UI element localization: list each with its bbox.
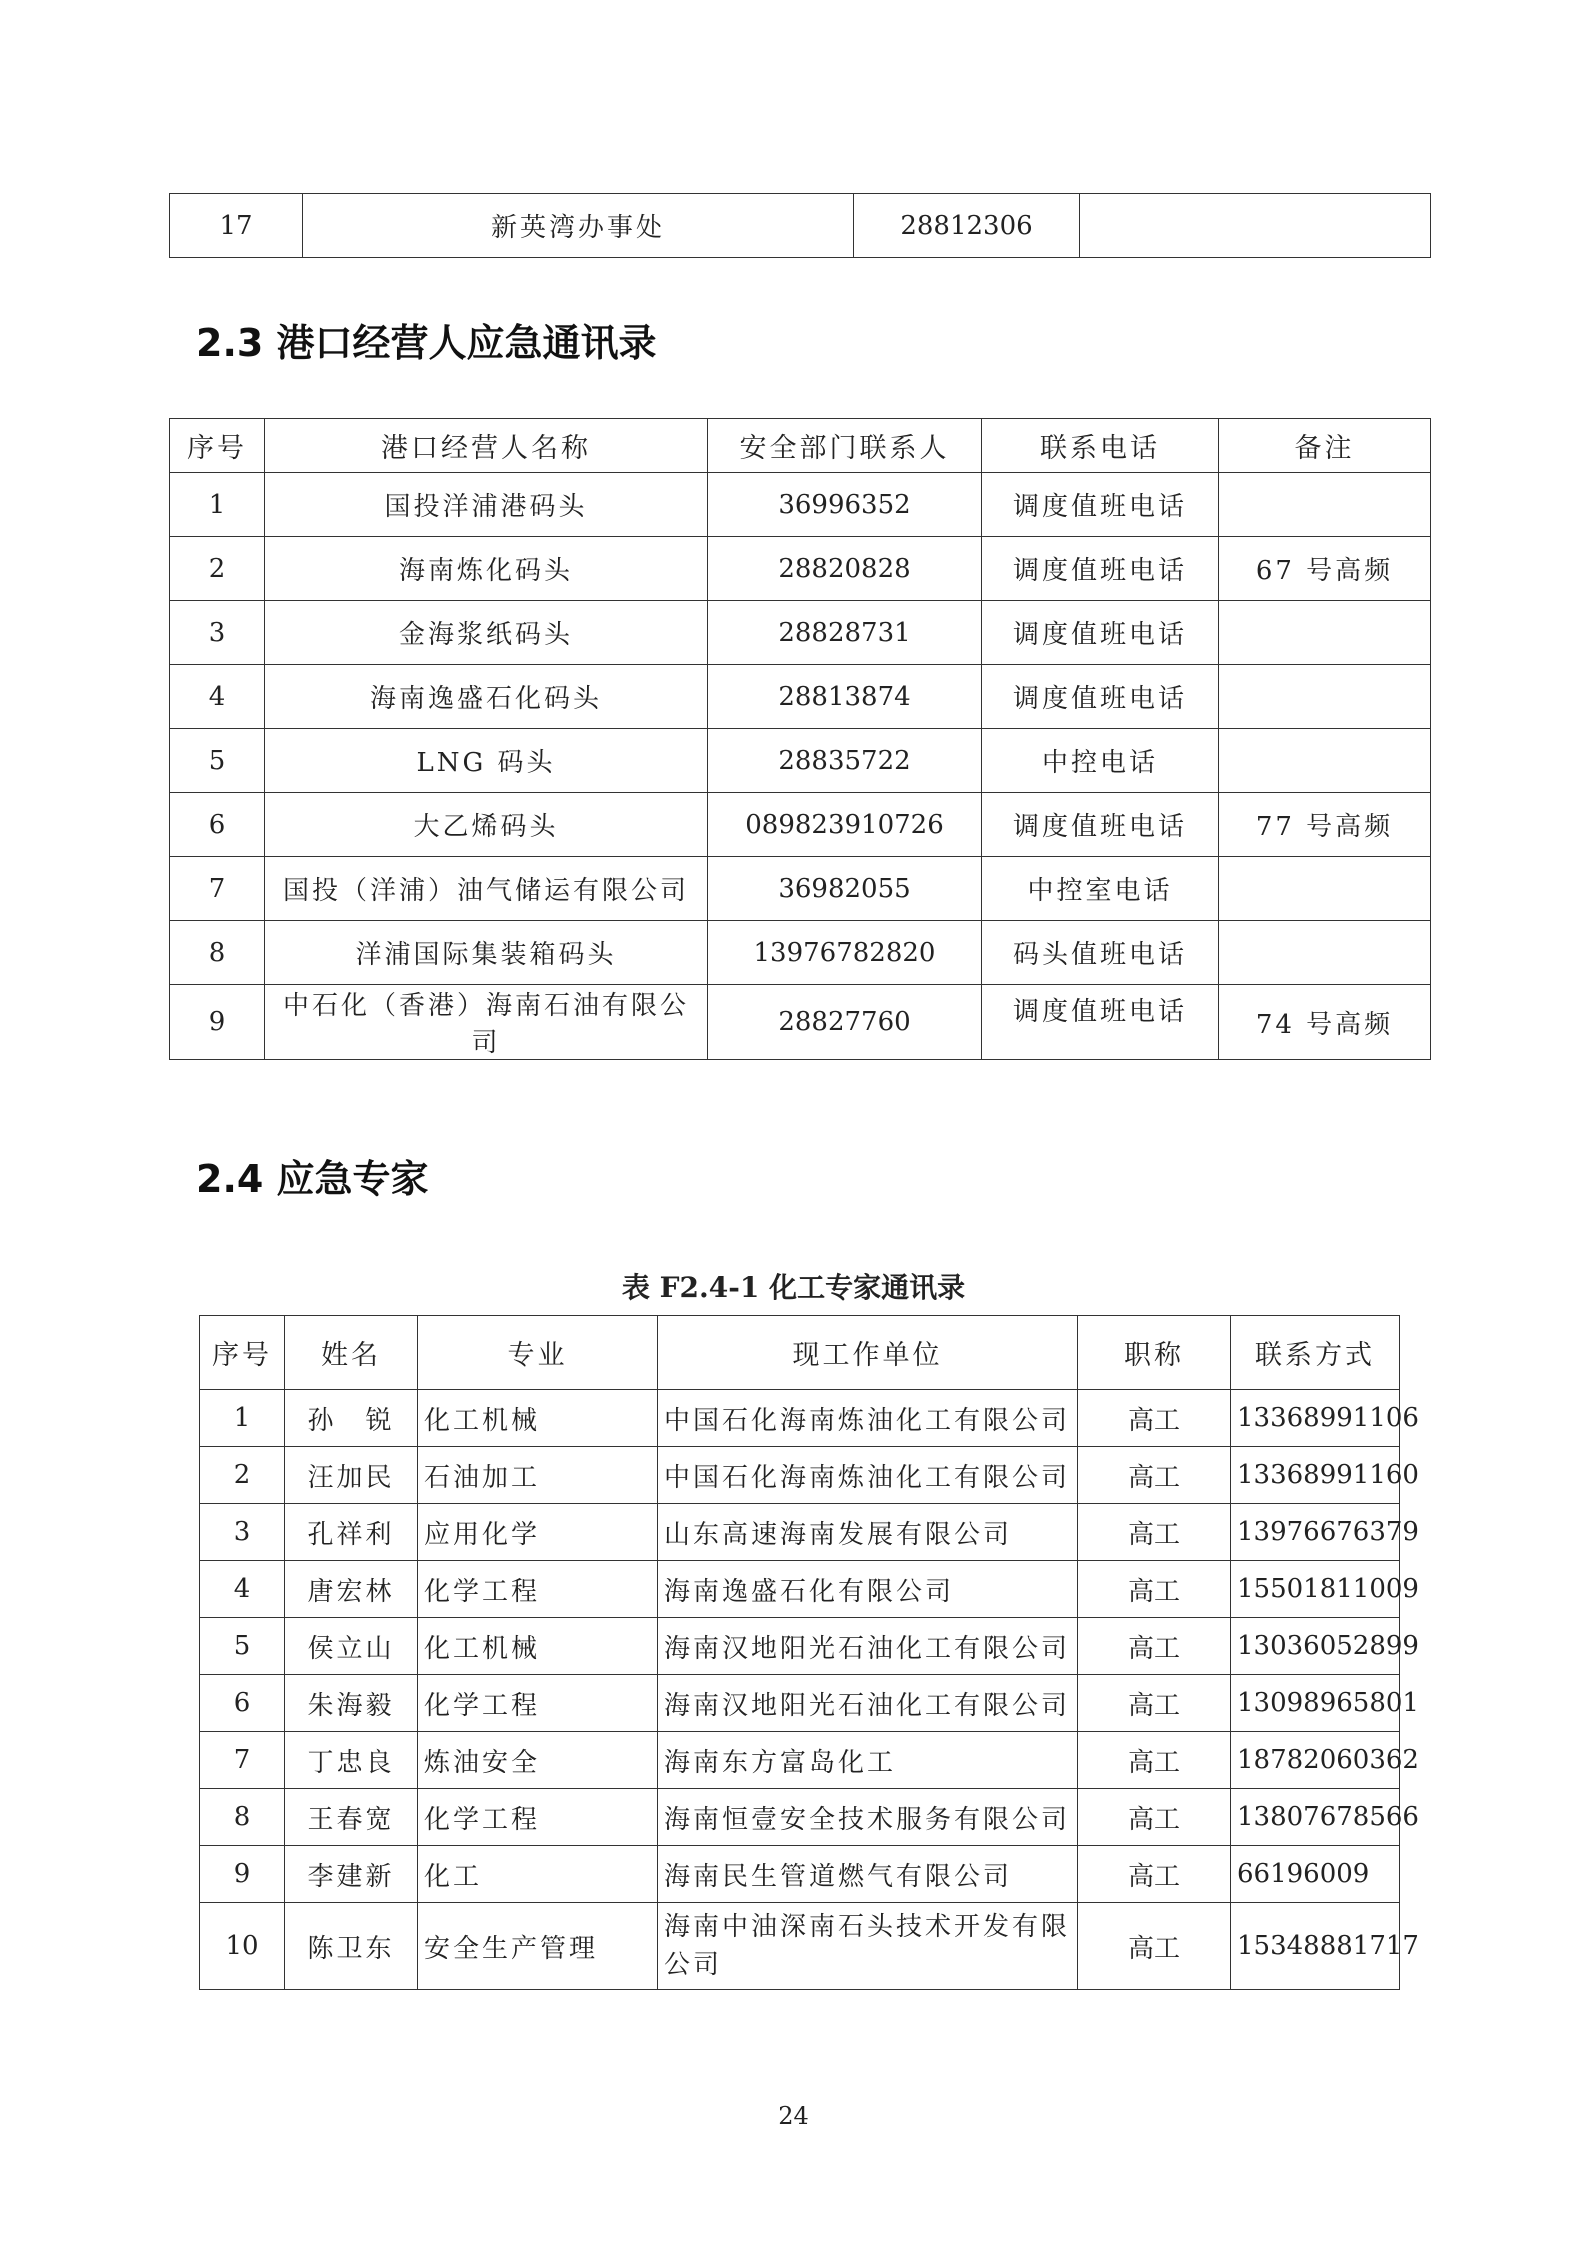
cell-index: 8 xyxy=(200,1789,285,1846)
top-table xyxy=(169,193,1431,258)
cell-phone: 调度值班电话 xyxy=(982,793,1219,857)
table-row xyxy=(200,1846,1400,1903)
cell-name: 丁忠良 xyxy=(285,1732,418,1789)
cell-index: 1 xyxy=(200,1390,285,1447)
cell-phone: 18782060362 xyxy=(1231,1732,1400,1789)
header-title: 职称 xyxy=(1078,1316,1231,1390)
cell-contact: 089823910726 xyxy=(708,793,982,857)
table-row xyxy=(170,194,1431,258)
cell-note: 74 号高频 xyxy=(1219,985,1431,1060)
cell-name: 陈卫东 xyxy=(285,1903,418,1990)
cell-workplace: 中国石化海南炼油化工有限公司 xyxy=(658,1390,1078,1447)
table-row xyxy=(170,665,1431,729)
cell-note xyxy=(1219,729,1431,793)
cell-phone: 15348881717 xyxy=(1231,1903,1400,1990)
cell-name: 李建新 xyxy=(285,1846,418,1903)
cell-operator-name: 海南炼化码头 xyxy=(265,537,708,601)
table-caption: 表 F2.4-1 化工专家通讯录 xyxy=(621,1271,966,1304)
cell-index: 2 xyxy=(170,537,265,601)
header-name: 姓名 xyxy=(285,1316,418,1390)
cell-phone: 调度值班电话 xyxy=(982,537,1219,601)
cell-index: 5 xyxy=(170,729,265,793)
cell-workplace: 海南中油深南石头技术开发有限公司 xyxy=(658,1903,1078,1990)
cell-name: 朱海毅 xyxy=(285,1675,418,1732)
port-operator-table xyxy=(169,418,1431,1060)
cell-workplace: 海南民生管道燃气有限公司 xyxy=(658,1846,1078,1903)
cell-workplace: 海南汉地阳光石油化工有限公司 xyxy=(658,1675,1078,1732)
cell-note xyxy=(1219,665,1431,729)
page-number: 24 xyxy=(778,2102,809,2130)
cell-title: 高工 xyxy=(1078,1504,1231,1561)
header-operator-name: 港口经营人名称 xyxy=(265,419,708,473)
header-index: 序号 xyxy=(200,1316,285,1390)
cell-operator-name: 大乙烯码头 xyxy=(265,793,708,857)
cell-phone: 66196009 xyxy=(1231,1846,1400,1903)
cell-contact: 36996352 xyxy=(708,473,982,537)
cell-operator-name: 国投洋浦港码头 xyxy=(265,473,708,537)
table-header-row xyxy=(200,1316,1400,1390)
cell-specialty: 化学工程 xyxy=(418,1675,658,1732)
cell-index: 17 xyxy=(170,194,303,258)
cell-contact: 28827760 xyxy=(708,985,982,1060)
cell-name: 唐宏林 xyxy=(285,1561,418,1618)
cell-phone: 中控电话 xyxy=(982,729,1219,793)
cell-contact: 28820828 xyxy=(708,537,982,601)
cell-specialty: 炼油安全 xyxy=(418,1732,658,1789)
cell-contact: 36982055 xyxy=(708,857,982,921)
cell-name: 侯立山 xyxy=(285,1618,418,1675)
cell-phone: 13368991106 xyxy=(1231,1390,1400,1447)
cell-title: 高工 xyxy=(1078,1390,1231,1447)
cell-title: 高工 xyxy=(1078,1903,1231,1990)
cell-index: 2 xyxy=(200,1447,285,1504)
cell-operator-name: 金海浆纸码头 xyxy=(265,601,708,665)
table-row xyxy=(200,1561,1400,1618)
cell-note xyxy=(1219,473,1431,537)
cell-title: 高工 xyxy=(1078,1447,1231,1504)
cell-operator-name: 洋浦国际集装箱码头 xyxy=(265,921,708,985)
table-row xyxy=(170,857,1431,921)
cell-title: 高工 xyxy=(1078,1675,1231,1732)
section-heading-2-3: 2.3 港口经营人应急通讯录 xyxy=(196,321,657,365)
cell-phone: 28812306 xyxy=(854,194,1080,258)
cell-name: 汪加民 xyxy=(285,1447,418,1504)
cell-note xyxy=(1219,857,1431,921)
cell-phone: 13036052899 xyxy=(1231,1618,1400,1675)
header-specialty: 专业 xyxy=(418,1316,658,1390)
cell-workplace: 海南逸盛石化有限公司 xyxy=(658,1561,1078,1618)
cell-name: 王春宽 xyxy=(285,1789,418,1846)
table-row xyxy=(170,985,1431,1060)
table-row xyxy=(200,1732,1400,1789)
table-row xyxy=(170,601,1431,665)
table-row xyxy=(170,729,1431,793)
cell-index: 9 xyxy=(170,985,265,1060)
cell-phone: 调度值班电话 xyxy=(982,601,1219,665)
cell-name: 孙 锐 xyxy=(285,1390,418,1447)
cell-contact: 28828731 xyxy=(708,601,982,665)
header-note: 备注 xyxy=(1219,419,1431,473)
table-row xyxy=(200,1903,1400,1990)
cell-index: 8 xyxy=(170,921,265,985)
cell-phone: 码头值班电话 xyxy=(982,921,1219,985)
cell-index: 4 xyxy=(200,1561,285,1618)
cell-title: 高工 xyxy=(1078,1789,1231,1846)
cell-specialty: 安全生产管理 xyxy=(418,1903,658,1990)
cell-operator-name: LNG 码头 xyxy=(265,729,708,793)
cell-note xyxy=(1219,921,1431,985)
table-row xyxy=(170,473,1431,537)
cell-phone: 13098965801 xyxy=(1231,1675,1400,1732)
cell-phone: 15501811009 xyxy=(1231,1561,1400,1618)
cell-workplace: 海南恒壹安全技术服务有限公司 xyxy=(658,1789,1078,1846)
cell-specialty: 化工机械 xyxy=(418,1390,658,1447)
cell-note: 67 号高频 xyxy=(1219,537,1431,601)
table-row xyxy=(170,921,1431,985)
cell-phone: 中控室电话 xyxy=(982,857,1219,921)
cell-index: 3 xyxy=(200,1504,285,1561)
cell-workplace: 海南东方富岛化工 xyxy=(658,1732,1078,1789)
table-row xyxy=(200,1447,1400,1504)
cell-phone: 13976676379 xyxy=(1231,1504,1400,1561)
table-row xyxy=(200,1504,1400,1561)
cell-index: 6 xyxy=(200,1675,285,1732)
header-phone: 联系电话 xyxy=(982,419,1219,473)
cell-name: 新英湾办事处 xyxy=(303,194,854,258)
cell-note xyxy=(1080,194,1431,258)
cell-index: 10 xyxy=(200,1903,285,1990)
cell-specialty: 石油加工 xyxy=(418,1447,658,1504)
cell-index: 6 xyxy=(170,793,265,857)
table-row xyxy=(170,793,1431,857)
cell-index: 4 xyxy=(170,665,265,729)
table-row xyxy=(200,1789,1400,1846)
cell-phone: 13807678566 xyxy=(1231,1789,1400,1846)
cell-specialty: 应用化学 xyxy=(418,1504,658,1561)
cell-specialty: 化学工程 xyxy=(418,1561,658,1618)
cell-title: 高工 xyxy=(1078,1618,1231,1675)
cell-index: 3 xyxy=(170,601,265,665)
table-row xyxy=(170,537,1431,601)
cell-title: 高工 xyxy=(1078,1846,1231,1903)
cell-note: 77 号高频 xyxy=(1219,793,1431,857)
cell-index: 1 xyxy=(170,473,265,537)
table-header-row xyxy=(170,419,1431,473)
cell-note xyxy=(1219,601,1431,665)
cell-index: 7 xyxy=(170,857,265,921)
cell-title: 高工 xyxy=(1078,1561,1231,1618)
section-heading-2-4: 2.4 应急专家 xyxy=(196,1157,429,1201)
cell-workplace: 海南汉地阳光石油化工有限公司 xyxy=(658,1618,1078,1675)
header-contact: 联系方式 xyxy=(1231,1316,1400,1390)
cell-specialty: 化工机械 xyxy=(418,1618,658,1675)
cell-specialty: 化学工程 xyxy=(418,1789,658,1846)
cell-contact: 28835722 xyxy=(708,729,982,793)
cell-operator-name: 海南逸盛石化码头 xyxy=(265,665,708,729)
header-index: 序号 xyxy=(170,419,265,473)
cell-name: 孔祥利 xyxy=(285,1504,418,1561)
cell-workplace: 山东高速海南发展有限公司 xyxy=(658,1504,1078,1561)
cell-index: 9 xyxy=(200,1846,285,1903)
cell-workplace: 中国石化海南炼油化工有限公司 xyxy=(658,1447,1078,1504)
cell-title: 高工 xyxy=(1078,1732,1231,1789)
cell-contact: 13976782820 xyxy=(708,921,982,985)
cell-phone: 13368991160 xyxy=(1231,1447,1400,1504)
cell-phone: 调度值班电话 xyxy=(982,665,1219,729)
table-row xyxy=(200,1618,1400,1675)
cell-index: 5 xyxy=(200,1618,285,1675)
cell-contact: 28813874 xyxy=(708,665,982,729)
cell-operator-name: 中石化（香港）海南石油有限公司 xyxy=(265,985,708,1060)
table-row xyxy=(200,1390,1400,1447)
cell-specialty: 化工 xyxy=(418,1846,658,1903)
experts-table xyxy=(199,1315,1419,1990)
cell-index: 7 xyxy=(200,1732,285,1789)
header-contact: 安全部门联系人 xyxy=(708,419,982,473)
header-workplace: 现工作单位 xyxy=(658,1316,1078,1390)
cell-operator-name: 国投（洋浦）油气储运有限公司 xyxy=(265,857,708,921)
cell-phone: 调度值班电话 xyxy=(982,473,1219,537)
table-row xyxy=(200,1675,1400,1732)
cell-phone: 调度值班电话 xyxy=(982,985,1219,1060)
